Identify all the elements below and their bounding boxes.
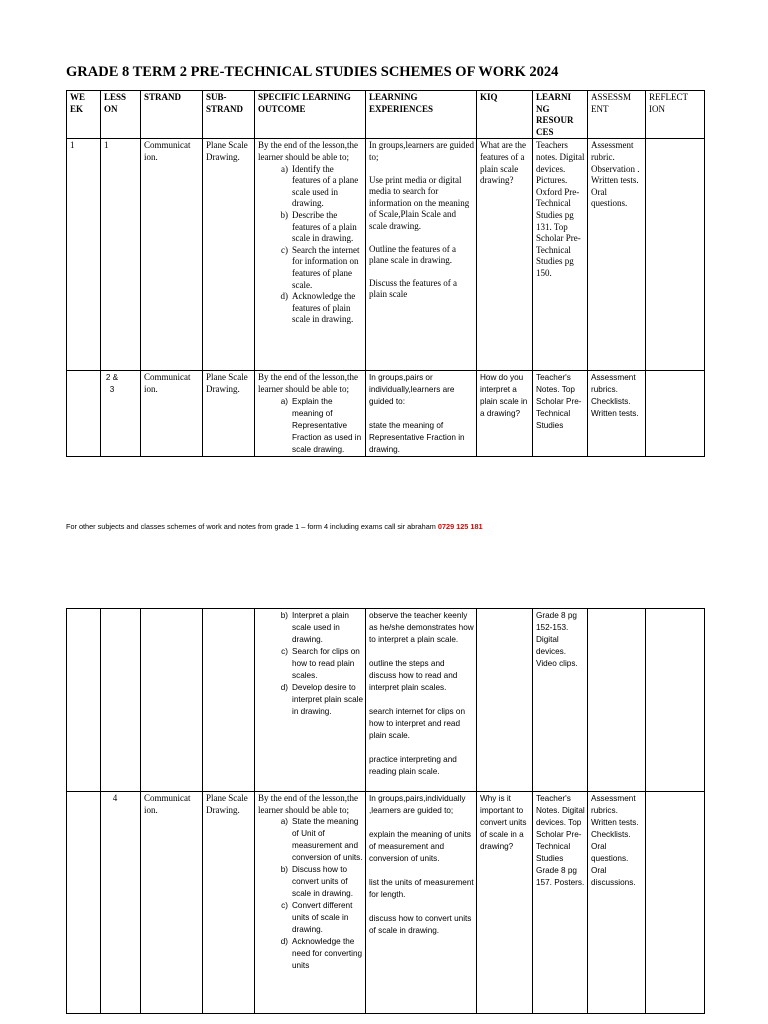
week-cell: [67, 792, 101, 1014]
outcome-list: [258, 816, 363, 972]
week-cell: 1: [67, 139, 101, 371]
table-row: [67, 609, 705, 792]
resources-cell: Teacher's Notes. Digital devices. Top Scholar Pre-Technical Studies Grade 8 pg 157. Posters.: [533, 792, 588, 1014]
header-lesson: LESS ON: [101, 91, 141, 139]
header-row: [67, 91, 705, 139]
experiences-cell: [366, 371, 477, 457]
outcome-item: a) Explain the meaning of Representative Fraction as used in scale drawing.: [292, 396, 363, 456]
experience-item: outline the steps and discuss how to read and interpret plain scales.: [369, 659, 458, 692]
header-assessment: ASSESSM ENT: [588, 91, 646, 139]
outcome-item: a) Identify the features of a plane scale used in drawing.: [292, 164, 363, 210]
outcome-cell: [255, 139, 366, 371]
experience-item: search internet for clips on how to interpret and read plain scale.: [369, 707, 466, 740]
substrand-cell: [203, 609, 255, 792]
strand-cell: Communicat ion.: [141, 792, 203, 1014]
outcome-item: b) Discuss how to convert units of scale in drawing.: [292, 864, 363, 900]
experiences-cell: [366, 609, 477, 792]
header-strand: STRAND: [141, 91, 203, 139]
outcome-item: a) State the meaning of Unit of measurement and conversion of units.: [292, 816, 363, 864]
experience-item: practice interpreting and reading plain scale.: [369, 755, 457, 776]
experience-item: In groups,learners are guided to;: [369, 140, 474, 162]
outcome-intro: By the end of the lesson,the learner should be able to;: [258, 140, 358, 162]
footer-phone: 0729 125 181: [437, 522, 483, 531]
reflection-cell: [646, 792, 705, 1014]
contact-footer: [66, 522, 483, 531]
strand-cell: Communicat ion.: [141, 371, 203, 457]
outcome-item: c) Search the internet for information on features of plane scale.: [292, 245, 363, 291]
table-row: [67, 371, 705, 457]
experiences-cell: [366, 139, 477, 371]
resources-cell: Teachers notes. Digital devices. Pictures. Oxford Pre-Technical Studies pg 131. Top Scholar Pre-Technical Studies pg 150.: [533, 139, 588, 371]
assessment-cell: Assessment rubric. Observation . Written tests. Oral questions.: [588, 139, 646, 371]
reflection-cell: [646, 139, 705, 371]
outcome-item: d) Acknowledge the features of plain scale in drawing.: [292, 291, 363, 326]
strand-cell: Communicat ion.: [141, 139, 203, 371]
reflection-cell: [646, 609, 705, 792]
resources-cell: Teacher's Notes. Top Scholar Pre-Technical Studies: [533, 371, 588, 457]
lesson-cell: [101, 609, 141, 792]
kiq-cell: [477, 609, 533, 792]
assessment-cell: [588, 609, 646, 792]
header-resources: LEARNI NG RESOUR CES: [533, 91, 588, 139]
page-title: GRADE 8 TERM 2 PRE-TECHNICAL STUDIES SCHEMES OF WORK 2024: [66, 64, 559, 80]
outcome-intro: By the end of the lesson,the learner should be able to;: [258, 793, 358, 815]
outcome-item: b) Describe the features of a plain scale in drawing.: [292, 210, 363, 245]
outcome-cell: [255, 792, 366, 1014]
experience-item: Outline the features of a plane scale in drawing.: [369, 243, 456, 266]
table-row: [67, 139, 705, 371]
lesson-cell: 2 & 3: [101, 371, 141, 457]
experience-item: explain the meaning of units of measurement and conversion of units.: [369, 830, 471, 863]
assessment-cell: Assessment rubrics. Written tests. Checklists. Oral questions. Oral discussions.: [588, 792, 646, 1014]
outcome-list: [258, 610, 363, 718]
kiq-cell: What are the features of a plain scale drawing?: [477, 139, 533, 371]
outcome-item: b) Interpret a plain scale used in drawing.: [292, 610, 363, 646]
outcome-item: c) Search for clips on how to read plain scales.: [292, 646, 363, 682]
outcome-item: d) Acknowledge the need for converting units: [292, 936, 363, 972]
strand-cell: [141, 609, 203, 792]
experience-item: observe the teacher keenly as he/she demonstrates how to interpret a plain scale.: [369, 611, 474, 644]
footer-text: For other subjects and classes schemes of work and notes from grade 1 – form 4 including exams call sir abraham: [66, 522, 436, 531]
outcome-list: [258, 164, 363, 326]
kiq-cell: Why is it important to convert units of scale in a drawing?: [477, 792, 533, 1014]
substrand-cell: Plane Scale Drawing.: [203, 371, 255, 457]
experience-item: state the meaning of Representative Fraction in drawing.: [369, 421, 465, 455]
header-substrand: SUB-STRAND: [203, 91, 255, 139]
reflection-cell: [646, 371, 705, 457]
substrand-cell: Plane Scale Drawing.: [203, 792, 255, 1014]
assessment-cell: Assessment rubrics. Checklists. Written tests.: [588, 371, 646, 457]
header-outcome: SPECIFIC LEARNING OUTCOME: [255, 91, 366, 139]
table-row: [67, 792, 705, 1014]
schemes-table-page-1: [66, 90, 705, 457]
substrand-cell: Plane Scale Drawing.: [203, 139, 255, 371]
kiq-cell: How do you interpret a plain scale in a drawing?: [477, 371, 533, 457]
header-experiences: LEARNING EXPERIENCES: [366, 91, 477, 139]
outcome-list: [258, 396, 363, 456]
outcome-item: d) Develop desire to interpret plain scale in drawing.: [292, 682, 363, 718]
experience-item: discuss how to convert units of scale in drawing.: [369, 914, 472, 935]
experience-item: Discuss the features of a plain scale: [369, 277, 457, 300]
outcome-intro: By the end of the lesson,the learner should be able to;: [258, 372, 358, 394]
experiences-cell: [366, 792, 477, 1014]
header-week: WE EK: [67, 91, 101, 139]
outcome-cell: [255, 371, 366, 457]
resources-cell: Grade 8 pg 152-153. Digital devices. Video clips.: [533, 609, 588, 792]
experience-item: In groups,pairs,individually ,learners are guided to;: [369, 794, 466, 815]
week-cell: [67, 371, 101, 457]
experience-item: list the units of measurement for length.: [369, 878, 474, 899]
experience-item: In groups,pairs or individually,learners are guided to:: [369, 373, 455, 407]
schemes-table-page-2: [66, 608, 705, 1014]
experience-item: Use print media or digital media to search for information on the meaning of Scale,Plain Scale and scale drawing.: [369, 174, 470, 231]
outcome-item: c) Convert different units of scale in drawing.: [292, 900, 363, 936]
outcome-cell: [255, 609, 366, 792]
header-reflection: REFLECT ION: [646, 91, 705, 139]
lesson-cell: 1: [101, 139, 141, 371]
week-cell: [67, 609, 101, 792]
lesson-cell: 4: [101, 792, 141, 1014]
header-kiq: KIQ: [477, 91, 533, 139]
